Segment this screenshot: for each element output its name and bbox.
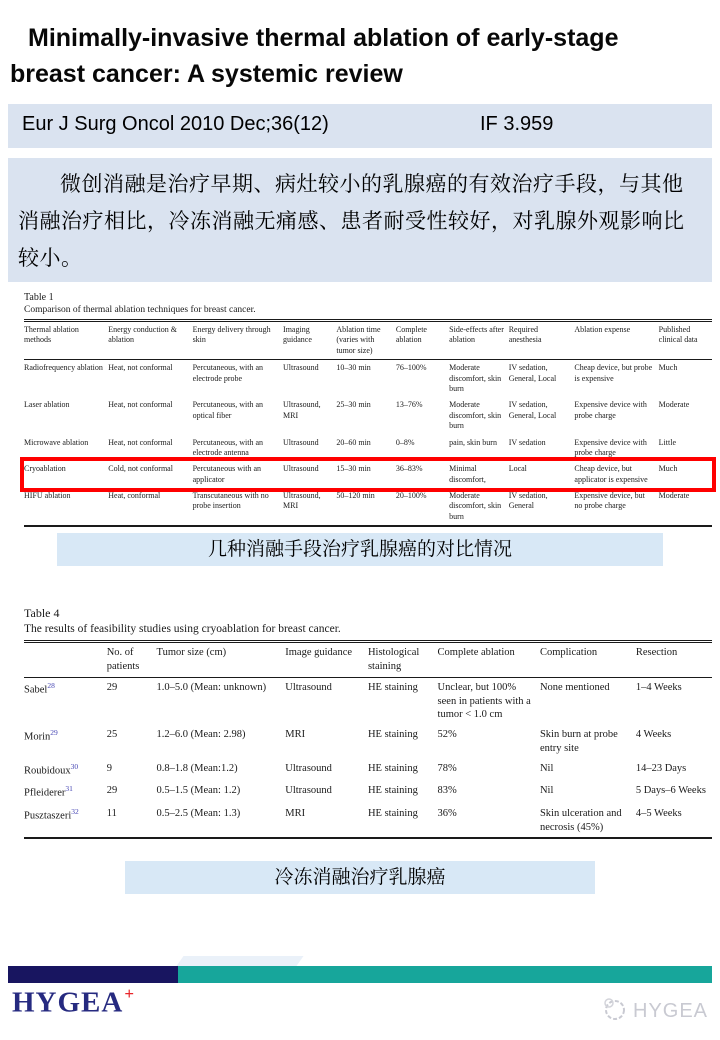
- table1-header-row: [24, 321, 712, 360]
- hygea-emblem-icon: [601, 996, 627, 1027]
- table4-cell: Nil: [539, 785, 554, 797]
- table1-cell: Moderate discomfort, skin burn: [449, 400, 502, 431]
- table1-cell: Ultrasound: [283, 363, 319, 373]
- table1-column-header: Ablation expense: [574, 321, 658, 360]
- table1-cell: 13–76%: [395, 400, 423, 410]
- table4-cell: 0.8–1.8 (Mean:1.2): [156, 763, 238, 775]
- table4-cell: Ultrasound: [285, 681, 332, 693]
- table4-column-header: Tumor size (cm): [157, 642, 286, 678]
- footer-bar-teal: [178, 966, 712, 983]
- table4-cell: 0.5–1.5 (Mean: 1.2): [156, 785, 241, 797]
- page-title-line2: breast cancer: A systemic review: [10, 60, 403, 88]
- table4-cell: 1–4 Weeks: [635, 681, 682, 693]
- table1-cell: Ultrasound: [283, 464, 319, 474]
- table1-column-header: Side-effects after ablation: [449, 321, 509, 360]
- table4-cell: 0.5–2.5 (Mean: 1.3): [156, 807, 241, 819]
- table4-cell: 4–5 Weeks: [635, 807, 682, 819]
- table4-cell: 36%: [437, 807, 457, 819]
- table4-cell: 29: [106, 785, 118, 797]
- table1-cell: Cheap device, but applicator is expensive: [574, 464, 648, 484]
- table1-cell: 36–83%: [395, 464, 423, 474]
- table1-cell: Little: [658, 437, 676, 447]
- table1-cell: Heat, not conformal: [108, 363, 173, 373]
- table4-row: [24, 759, 712, 781]
- table1-cell: pain, skin burn: [449, 437, 497, 447]
- table1-cell: 20–100%: [395, 491, 427, 501]
- table1-row: [24, 488, 712, 526]
- table1-cell: IV sedation, General, Local: [508, 400, 557, 420]
- table4-column-header: [24, 642, 107, 678]
- table4-cell: MRI: [285, 807, 306, 819]
- table1-cell: Percutaneous with an applicator: [192, 464, 261, 484]
- table4-row: [24, 677, 712, 725]
- table4-cell: 11: [106, 807, 117, 819]
- impact-factor: IF 3.959: [480, 113, 554, 135]
- table4-cell: 1.2–6.0 (Mean: 2.98): [156, 729, 246, 741]
- table1-cell: Microwave ablation: [24, 437, 89, 447]
- table4-cell: None mentioned: [539, 681, 610, 693]
- table1-cell: Ultrasound, MRI: [283, 400, 321, 420]
- table1-row: [24, 360, 712, 398]
- table1-cell: IV sedation, General, Local: [508, 363, 557, 383]
- table1-label: Table 1: [24, 292, 54, 303]
- table1-cell: Heat, not conformal: [108, 400, 173, 410]
- table4: [24, 640, 712, 839]
- table1-column-header: Energy delivery through skin: [193, 321, 283, 360]
- watermark-text: HYGEA: [633, 1000, 709, 1022]
- reference-superscript: 28: [47, 680, 55, 690]
- table4-column-header: Histological staining: [368, 642, 438, 678]
- table1-cell: 0–8%: [395, 437, 415, 447]
- table1-column-header: Required anesthesia: [509, 321, 575, 360]
- table4-author-cell: Morin$^{29}$: [24, 728, 58, 743]
- table1-cell: Percutaneous, with an electrode probe: [192, 363, 263, 383]
- table4-cell: 25: [106, 729, 118, 741]
- table1-cell: Moderate: [658, 491, 690, 501]
- table1-cell: Moderate discomfort, skin burn: [449, 363, 502, 393]
- table4-header-row: [24, 642, 712, 678]
- table1-cell: IV sedation: [508, 437, 546, 447]
- table1-cell: Radiofrequency ablation: [24, 363, 103, 373]
- table1-cell: Ultrasound: [283, 437, 319, 447]
- table1-row-highlighted: [24, 461, 712, 488]
- table4-column-header: Resection: [636, 642, 712, 678]
- table1-cell: Cryoablation: [24, 464, 66, 474]
- table4-cell: Unclear, but 100% seen in patients with a tumor < 1.0 cm: [437, 681, 531, 721]
- table4-cell: 52%: [437, 729, 457, 741]
- table1-caption: Comparison of thermal ablation techniques for breast cancer.: [24, 305, 256, 315]
- hygea-logo: [12, 986, 134, 1020]
- table1-cell: Percutaneous, with an electrode antenna: [192, 437, 263, 457]
- table1-figure: [24, 292, 712, 527]
- table1-cell: Local: [508, 464, 527, 474]
- table1-cell: Minimal discomfort,: [449, 464, 486, 484]
- table1-cell: Expensive device with probe charge: [574, 437, 647, 457]
- table1-column-header: Complete ablation: [396, 321, 449, 360]
- table1-column-header: Thermal ablation methods: [24, 321, 108, 360]
- table1-row: [24, 435, 712, 462]
- table4-cell: HE staining: [367, 729, 418, 741]
- hygea-logo-cross: +: [124, 984, 136, 1003]
- journal-bar: [8, 104, 712, 148]
- caption-box-table4: 冷冻消融治疗乳腺癌: [125, 861, 595, 894]
- table4-cell: HE staining: [367, 785, 418, 797]
- reference-superscript: 29: [50, 728, 58, 738]
- hygea-logo-text: HYGEA: [12, 986, 124, 1019]
- table4-cell: 9: [106, 763, 112, 775]
- table4-author-cell: Pfleiderer$^{31}$: [24, 784, 73, 799]
- footer-accent-shape: [176, 956, 303, 966]
- watermark: [601, 996, 708, 1027]
- table1-cell: 25–30 min: [336, 400, 371, 410]
- table4-cell: Ultrasound: [285, 763, 332, 775]
- table4-cell: 29: [106, 681, 118, 693]
- table4-column-header: Image guidance: [285, 642, 368, 678]
- table1-cell: Transcutaneous with no probe insertion: [192, 491, 269, 511]
- table4-column-header: Complication: [540, 642, 636, 678]
- summary-box: [8, 158, 712, 282]
- table1-cell: Cold, not conformal: [108, 464, 173, 474]
- reference-superscript: 32: [71, 806, 79, 816]
- table4-cell: 14–23 Days: [635, 763, 687, 775]
- table4-cell: HE staining: [367, 807, 418, 819]
- table1-cell: Cheap device, but probe is expensive: [574, 363, 653, 383]
- table1-column-header: Ablation time (varies with tumor size): [336, 321, 396, 360]
- summary-text: 微创消融是治疗早期、病灶较小的乳腺癌的有效治疗手段，与其他消融治疗相比，冷冻消融无痛感、患者耐受性较好，对乳腺外观影响比较小。: [18, 173, 685, 270]
- table4-cell: Skin burn at probe entry site: [539, 729, 618, 755]
- table4-row: [24, 725, 712, 759]
- table1-cell: Ultrasound, MRI: [283, 491, 321, 511]
- journal-citation: Eur J Surg Oncol 2010 Dec;36(12): [22, 113, 329, 135]
- table1-cell: 50–120 min: [336, 491, 375, 501]
- table1-cell: Heat, conformal: [108, 491, 161, 501]
- table1-cell: HIFU ablation: [24, 491, 71, 501]
- caption-box-table1: 几种消融手段治疗乳腺癌的对比情况: [57, 533, 663, 566]
- table4-cell: 1.0–5.0 (Mean: unknown): [156, 681, 267, 693]
- table1-cell: Moderate: [658, 400, 690, 410]
- reference-superscript: 31: [65, 784, 73, 794]
- table4-label: Table 4: [24, 606, 60, 620]
- table4-author-cell: Pusztaszeri$^{32}$: [24, 806, 79, 822]
- table4-cell: HE staining: [367, 681, 418, 693]
- table4-author-cell: Roubidoux$^{30}$: [24, 762, 79, 777]
- table1-cell: 15–30 min: [336, 464, 371, 474]
- table1-cell: Much: [658, 464, 678, 474]
- table1-column-header: Imaging guidance: [283, 321, 336, 360]
- table1-cell: 10–30 min: [336, 363, 371, 373]
- table1-cell: Heat, not conformal: [108, 437, 173, 447]
- table4-cell: HE staining: [367, 763, 418, 775]
- table4-column-header: No. of patients: [107, 642, 157, 678]
- page-title: [10, 20, 712, 92]
- page-title-line1: Minimally-invasive thermal ablation of early-stage: [28, 24, 619, 52]
- table1-cell: Moderate discomfort, skin burn: [449, 491, 502, 521]
- table1-column-header: Published clinical data: [659, 321, 712, 360]
- table4-column-header: Complete ablation: [438, 642, 540, 678]
- table1-column-header: Energy conduction & ablation: [108, 321, 192, 360]
- table4-cell: 5 Days–6 Weeks: [635, 785, 706, 797]
- table4-cell: Ultrasound: [285, 785, 332, 797]
- table1-cell: Expensive device, but no probe charge: [574, 491, 645, 511]
- table1-row: [24, 397, 712, 434]
- table4-figure: [24, 606, 712, 839]
- table1-cell: Laser ablation: [24, 400, 70, 410]
- table4-row: [24, 804, 712, 839]
- table4-cell: 78%: [437, 763, 457, 775]
- table1-cell: Percutaneous, with an optical fiber: [192, 400, 263, 420]
- table4-row: [24, 781, 712, 803]
- table1-cell: Expensive device with probe charge: [574, 400, 647, 420]
- table4-cell: Nil: [539, 763, 554, 775]
- table4-cell: MRI: [285, 729, 306, 741]
- table1: [24, 319, 712, 527]
- table1-cell: 76–100%: [395, 363, 427, 373]
- table1-cell: Much: [658, 363, 678, 373]
- footer-bar-navy: [8, 966, 178, 983]
- table1-cell: IV sedation, General: [508, 491, 548, 511]
- table4-cell: 83%: [437, 785, 457, 797]
- table4-author-cell: Sabel$^{28}$: [24, 680, 55, 696]
- table4-cell: Skin ulceration and necrosis (45%): [539, 807, 622, 833]
- reference-superscript: 30: [70, 762, 79, 772]
- table1-cell: 20–60 min: [336, 437, 371, 447]
- table4-cell: 4 Weeks: [635, 729, 672, 741]
- table4-caption: The results of feasibility studies using cryoablation for breast cancer.: [24, 623, 341, 635]
